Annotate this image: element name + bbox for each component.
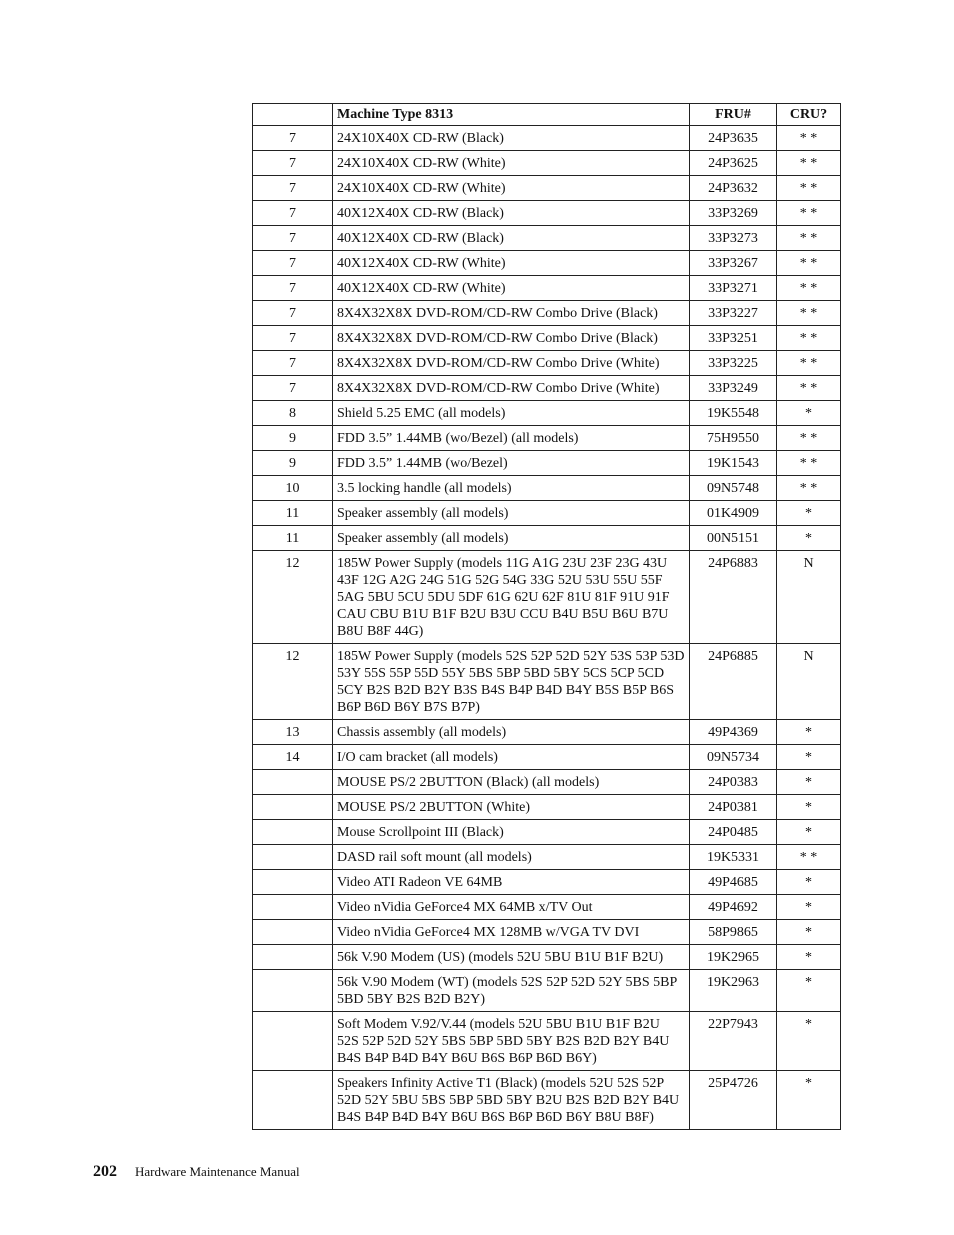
- header-cru: CRU?: [777, 104, 841, 126]
- part-description: MOUSE PS/2 2BUTTON (Black) (all models): [333, 770, 690, 795]
- cru-flag: * *: [777, 426, 841, 451]
- cru-flag: *: [777, 945, 841, 970]
- cru-flag: N: [777, 644, 841, 720]
- cru-flag: * *: [777, 126, 841, 151]
- part-description: 56k V.90 Modem (WT) (models 52S 52P 52D 52Y 5BS 5BP 5BD 5BY B2S B2D B2Y): [333, 970, 690, 1012]
- cru-flag: * *: [777, 276, 841, 301]
- row-index: 14: [253, 745, 333, 770]
- part-description: FDD 3.5” 1.44MB (wo/Bezel): [333, 451, 690, 476]
- table-row: [253, 501, 841, 526]
- table-row: [253, 226, 841, 251]
- table-row: [253, 920, 841, 945]
- cru-flag: * *: [777, 326, 841, 351]
- fru-number: 49P4692: [690, 895, 777, 920]
- fru-number: 33P3227: [690, 301, 777, 326]
- row-index: 9: [253, 426, 333, 451]
- fru-number: 24P0381: [690, 795, 777, 820]
- row-index: 7: [253, 226, 333, 251]
- cru-flag: * *: [777, 251, 841, 276]
- row-index: 7: [253, 376, 333, 401]
- page-footer: [93, 1163, 300, 1181]
- cru-flag: * *: [777, 476, 841, 501]
- row-index: 12: [253, 644, 333, 720]
- part-description: Soft Modem V.92/V.44 (models 52U 5BU B1U B1F B2U 52S 52P 52D 52Y 5BS 5BP 5BD 5BY B2S B2D B2Y B4U B4S B4P B4D B4Y B6U B6S B6P B6D B6Y): [333, 1012, 690, 1071]
- part-description: Video nVidia GeForce4 MX 128MB w/VGA TV DVI: [333, 920, 690, 945]
- table-row: [253, 126, 841, 151]
- cru-flag: *: [777, 401, 841, 426]
- part-description: Speaker assembly (all models): [333, 526, 690, 551]
- row-index: 12: [253, 551, 333, 644]
- table-row: [253, 745, 841, 770]
- part-description: 8X4X32X8X DVD-ROM/CD-RW Combo Drive (White): [333, 376, 690, 401]
- table-row: [253, 720, 841, 745]
- table-row: [253, 201, 841, 226]
- part-description: 3.5 locking handle (all models): [333, 476, 690, 501]
- cru-flag: * *: [777, 451, 841, 476]
- table-row: [253, 945, 841, 970]
- part-description: FDD 3.5” 1.44MB (wo/Bezel) (all models): [333, 426, 690, 451]
- table-row: [253, 770, 841, 795]
- cru-flag: N: [777, 551, 841, 644]
- table-row: [253, 376, 841, 401]
- row-index: [253, 945, 333, 970]
- fru-number: 19K2963: [690, 970, 777, 1012]
- fru-parts-table: [252, 103, 841, 1130]
- fru-number: 33P3269: [690, 201, 777, 226]
- row-index: 7: [253, 201, 333, 226]
- part-description: 8X4X32X8X DVD-ROM/CD-RW Combo Drive (Black): [333, 301, 690, 326]
- row-index: 9: [253, 451, 333, 476]
- cru-flag: * *: [777, 301, 841, 326]
- part-description: 185W Power Supply (models 11G A1G 23U 23F 23G 43U 43F 12G A2G 24G 51G 52G 54G 33G 52U 53U 55U 55F 5AG 5BU 5CU 5DU 5DF 61G 62U 62F 81U 81F 91U 91F CAU CBU B1U B1F B2U B3U CCU B4U B5U B6U B7U B8U B8F 44G): [333, 551, 690, 644]
- row-index: 7: [253, 176, 333, 201]
- table-row: [253, 326, 841, 351]
- fru-number: 33P3273: [690, 226, 777, 251]
- cru-flag: *: [777, 795, 841, 820]
- cru-flag: * *: [777, 351, 841, 376]
- cru-flag: * *: [777, 376, 841, 401]
- cru-flag: *: [777, 770, 841, 795]
- part-description: I/O cam bracket (all models): [333, 745, 690, 770]
- table-row: [253, 820, 841, 845]
- table-row: [253, 476, 841, 501]
- cru-flag: * *: [777, 151, 841, 176]
- table-row: [253, 644, 841, 720]
- row-index: 7: [253, 126, 333, 151]
- header-machine-type: Machine Type 8313: [333, 104, 690, 126]
- cru-flag: *: [777, 1071, 841, 1130]
- table-body: [253, 126, 841, 1130]
- row-index: [253, 1012, 333, 1071]
- part-description: Video nVidia GeForce4 MX 64MB x/TV Out: [333, 895, 690, 920]
- cru-flag: *: [777, 1012, 841, 1071]
- fru-number: 25P4726: [690, 1071, 777, 1130]
- part-description: 8X4X32X8X DVD-ROM/CD-RW Combo Drive (Black): [333, 326, 690, 351]
- fru-number: 75H9550: [690, 426, 777, 451]
- row-index: 7: [253, 301, 333, 326]
- cru-flag: *: [777, 920, 841, 945]
- table-row: [253, 1071, 841, 1130]
- row-index: 7: [253, 151, 333, 176]
- row-index: 7: [253, 326, 333, 351]
- part-description: 56k V.90 Modem (US) (models 52U 5BU B1U B1F B2U): [333, 945, 690, 970]
- cru-flag: *: [777, 720, 841, 745]
- part-description: 185W Power Supply (models 52S 52P 52D 52Y 53S 53P 53D 53Y 55S 55P 55D 55Y 5BS 5BP 5BD 5BY 5CS 5CP 5CD 5CY B2S B2D B2Y B3S B4S B4P B4D B4Y B5S B5P B6S B6P B6D B6Y B7S B7P): [333, 644, 690, 720]
- row-index: [253, 770, 333, 795]
- row-index: 11: [253, 526, 333, 551]
- cru-flag: * *: [777, 226, 841, 251]
- row-index: [253, 1071, 333, 1130]
- row-index: 7: [253, 251, 333, 276]
- fru-number: 33P3271: [690, 276, 777, 301]
- row-index: [253, 820, 333, 845]
- table-row: [253, 401, 841, 426]
- fru-number: 09N5748: [690, 476, 777, 501]
- part-description: Video ATI Radeon VE 64MB: [333, 870, 690, 895]
- table-row: [253, 426, 841, 451]
- part-description: 40X12X40X CD-RW (White): [333, 276, 690, 301]
- fru-number: 24P3625: [690, 151, 777, 176]
- part-description: Shield 5.25 EMC (all models): [333, 401, 690, 426]
- cru-flag: *: [777, 870, 841, 895]
- table-header-row: [253, 104, 841, 126]
- table-row: [253, 526, 841, 551]
- fru-number: 24P3632: [690, 176, 777, 201]
- fru-number: 33P3249: [690, 376, 777, 401]
- part-description: 24X10X40X CD-RW (White): [333, 151, 690, 176]
- fru-number: 19K1543: [690, 451, 777, 476]
- fru-number: 19K2965: [690, 945, 777, 970]
- cru-flag: * *: [777, 176, 841, 201]
- part-description: Mouse Scrollpoint III (Black): [333, 820, 690, 845]
- fru-number: 19K5331: [690, 845, 777, 870]
- row-index: 7: [253, 276, 333, 301]
- row-index: 8: [253, 401, 333, 426]
- row-index: 10: [253, 476, 333, 501]
- part-description: 40X12X40X CD-RW (Black): [333, 201, 690, 226]
- fru-number: 58P9865: [690, 920, 777, 945]
- table-row: [253, 276, 841, 301]
- fru-number: 49P4685: [690, 870, 777, 895]
- cru-flag: *: [777, 526, 841, 551]
- part-description: 40X12X40X CD-RW (Black): [333, 226, 690, 251]
- table-row: [253, 451, 841, 476]
- fru-number: 00N5151: [690, 526, 777, 551]
- table-row: [253, 351, 841, 376]
- table-row: [253, 845, 841, 870]
- fru-number: 09N5734: [690, 745, 777, 770]
- part-description: 8X4X32X8X DVD-ROM/CD-RW Combo Drive (White): [333, 351, 690, 376]
- fru-number: 49P4369: [690, 720, 777, 745]
- cru-flag: *: [777, 745, 841, 770]
- fru-number: 33P3267: [690, 251, 777, 276]
- row-index: [253, 895, 333, 920]
- fru-number: 24P6883: [690, 551, 777, 644]
- cru-flag: *: [777, 895, 841, 920]
- row-index: [253, 920, 333, 945]
- table-row: [253, 251, 841, 276]
- fru-number: 19K5548: [690, 401, 777, 426]
- header-index: [253, 104, 333, 126]
- row-index: 11: [253, 501, 333, 526]
- row-index: [253, 970, 333, 1012]
- part-description: Speakers Infinity Active T1 (Black) (models 52U 52S 52P 52D 52Y 5BU 5BS 5BP 5BD 5BY B2U B2S B2D B2Y B4U B4S B4P B4D B4Y B6U B6S B6P B6D B6Y B8U B8F): [333, 1071, 690, 1130]
- table-row: [253, 895, 841, 920]
- fru-number: 01K4909: [690, 501, 777, 526]
- part-description: MOUSE PS/2 2BUTTON (White): [333, 795, 690, 820]
- part-description: Speaker assembly (all models): [333, 501, 690, 526]
- table-row: [253, 795, 841, 820]
- header-fru: FRU#: [690, 104, 777, 126]
- fru-number: 24P0485: [690, 820, 777, 845]
- cru-flag: * *: [777, 845, 841, 870]
- table-row: [253, 551, 841, 644]
- part-description: Chassis assembly (all models): [333, 720, 690, 745]
- fru-number: 33P3251: [690, 326, 777, 351]
- part-description: DASD rail soft mount (all models): [333, 845, 690, 870]
- table-row: [253, 1012, 841, 1071]
- row-index: [253, 870, 333, 895]
- cru-flag: *: [777, 820, 841, 845]
- row-index: 13: [253, 720, 333, 745]
- row-index: [253, 795, 333, 820]
- table-row: [253, 870, 841, 895]
- manual-title: Hardware Maintenance Manual: [135, 1164, 300, 1179]
- table-row: [253, 151, 841, 176]
- cru-flag: *: [777, 970, 841, 1012]
- fru-number: 33P3225: [690, 351, 777, 376]
- table-row: [253, 176, 841, 201]
- fru-number: 24P0383: [690, 770, 777, 795]
- table-row: [253, 970, 841, 1012]
- fru-number: 24P6885: [690, 644, 777, 720]
- fru-number: 24P3635: [690, 126, 777, 151]
- cru-flag: * *: [777, 201, 841, 226]
- fru-number: 22P7943: [690, 1012, 777, 1071]
- table-row: [253, 301, 841, 326]
- page-number: 202: [93, 1163, 117, 1180]
- part-description: 24X10X40X CD-RW (White): [333, 176, 690, 201]
- part-description: 24X10X40X CD-RW (Black): [333, 126, 690, 151]
- cru-flag: *: [777, 501, 841, 526]
- row-index: [253, 845, 333, 870]
- row-index: 7: [253, 351, 333, 376]
- part-description: 40X12X40X CD-RW (White): [333, 251, 690, 276]
